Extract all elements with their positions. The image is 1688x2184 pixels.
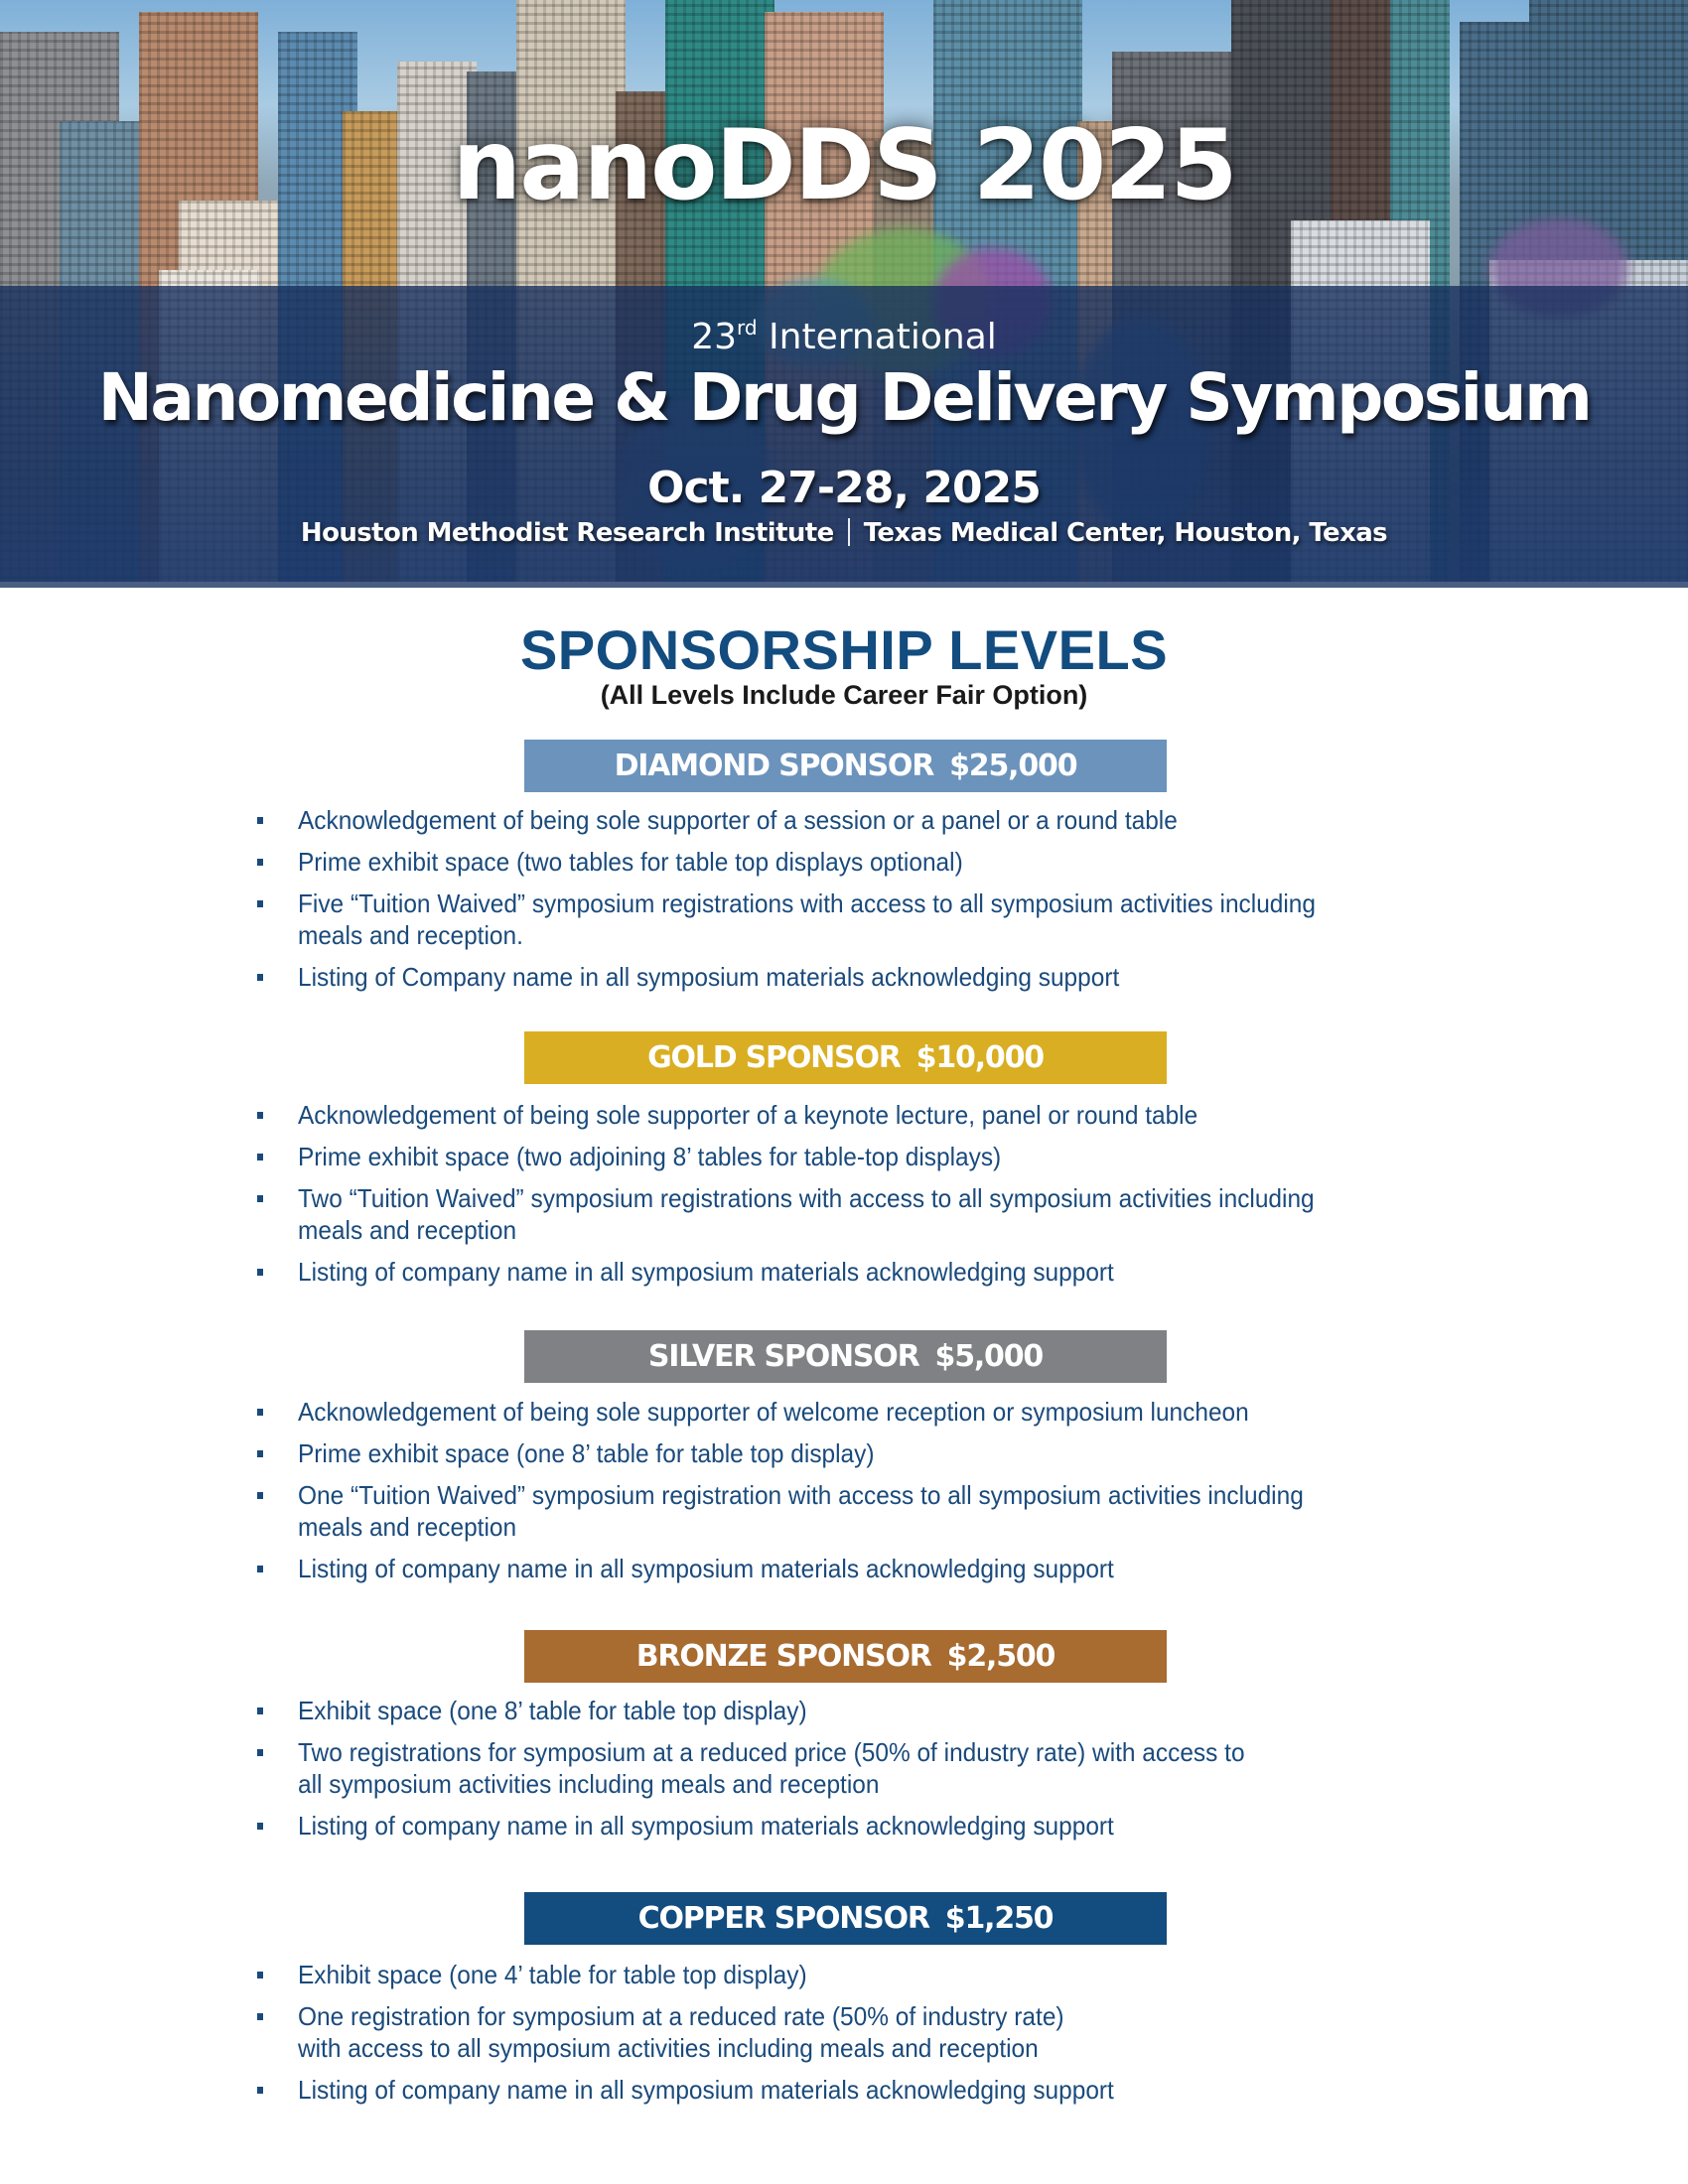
tier-benefits-diamond — [0, 804, 1688, 1003]
header-banner — [0, 0, 1688, 588]
benefit-item — [0, 961, 1688, 993]
benefit-text-line: Prime exhibit space (two tables for table top displays optional) — [297, 847, 963, 877]
benefit-text — [0, 1768, 1688, 1800]
benefit-item — [0, 1959, 1688, 1990]
benefit-text — [0, 1256, 1688, 1288]
benefit-text — [0, 1553, 1688, 1584]
edition-text: International — [769, 317, 997, 357]
benefit-item — [0, 846, 1688, 878]
benefit-text-line: Prime exhibit space (one 8’ table for table top display) — [297, 1438, 875, 1468]
benefit-text — [0, 1479, 1688, 1511]
tier-name: GOLD SPONSOR — [647, 1040, 901, 1075]
tier-name: COPPER SPONSOR — [637, 1901, 929, 1936]
symposium-title: Nanomedicine & Drug Delivery Symposium — [97, 359, 1591, 436]
benefit-text-line: all symposium activities including meals and reception — [297, 1769, 880, 1799]
bullet-icon — [257, 1154, 263, 1160]
benefit-text-line: One “Tuition Waived” symposium registration with access to all symposium activities including — [297, 1480, 1304, 1510]
benefit-item — [0, 1182, 1688, 1246]
benefit-text — [0, 1959, 1688, 1990]
page-subtitle: (All Levels Include Career Fair Option) — [600, 680, 1088, 710]
benefit-text — [0, 1141, 1688, 1172]
benefit-item — [0, 1810, 1688, 1842]
benefit-text — [0, 1396, 1688, 1428]
benefit-item — [0, 1437, 1688, 1469]
benefit-text — [0, 2000, 1688, 2032]
venue-separator — [848, 518, 850, 546]
tier-name: SILVER SPONSOR — [647, 1339, 919, 1374]
benefit-text-line: Listing of Company name in all symposium materials acknowledging support — [297, 962, 1120, 992]
benefit-text — [0, 1437, 1688, 1469]
bullet-icon — [257, 974, 263, 981]
benefit-text-line: Listing of company name in all symposium materials acknowledging support — [297, 1257, 1114, 1287]
tier-bar-diamond — [524, 740, 1167, 792]
benefit-text-line: Exhibit space (one 4’ table for table top display) — [297, 1960, 807, 1989]
benefit-text-line: meals and reception — [297, 1215, 517, 1245]
bullet-icon — [257, 1749, 263, 1756]
bullet-icon — [257, 1566, 263, 1572]
benefit-text-line: Two registrations for symposium at a reduced price (50% of industry rate) with access to — [297, 1737, 1245, 1767]
benefit-text-line: Acknowledgement of being sole supporter of a keynote lecture, panel or round table — [297, 1100, 1198, 1130]
benefit-text-line: Prime exhibit space (two adjoining 8’ tables for table-top displays) — [297, 1142, 1002, 1171]
benefit-item — [0, 1141, 1688, 1172]
tier-bar-bronze — [524, 1630, 1167, 1683]
benefit-item — [0, 1695, 1688, 1726]
bullet-icon — [257, 1492, 263, 1499]
tier-bar-gold — [524, 1031, 1167, 1084]
bullet-icon — [257, 1269, 263, 1276]
benefit-text — [0, 961, 1688, 993]
benefit-text — [0, 1182, 1688, 1214]
tier-price: $1,250 — [944, 1901, 1054, 1936]
bullet-icon — [257, 2013, 263, 2020]
benefit-text-line: with access to all symposium activities including meals and reception — [297, 2033, 1039, 2063]
benefit-text-line: One registration for symposium at a reduced rate (50% of industry rate) — [297, 2001, 1064, 2031]
benefit-text-line: Listing of company name in all symposium materials acknowledging support — [297, 1811, 1114, 1841]
bullet-icon — [257, 1972, 263, 1979]
bullet-icon — [257, 1112, 263, 1119]
tier-benefits-copper — [0, 1959, 1688, 2116]
bullet-icon — [257, 859, 263, 866]
benefit-text — [0, 1511, 1688, 1543]
header-divider — [0, 582, 1688, 588]
bullet-icon — [257, 1409, 263, 1416]
benefit-text-line: Five “Tuition Waived” symposium registrations with access to all symposium activities including — [297, 888, 1317, 918]
benefit-item — [0, 804, 1688, 836]
bullet-icon — [257, 1450, 263, 1457]
benefit-text — [0, 1099, 1688, 1131]
bullet-icon — [257, 900, 263, 907]
bullet-icon — [257, 1195, 263, 1202]
benefit-item — [0, 2000, 1688, 2064]
benefit-text — [0, 846, 1688, 878]
tier-name: DIAMOND SPONSOR — [614, 749, 934, 783]
benefit-text — [0, 1810, 1688, 1842]
benefit-item — [0, 2074, 1688, 2106]
benefit-text-line: meals and reception. — [297, 920, 523, 950]
benefit-text-line: meals and reception — [297, 1512, 517, 1542]
benefit-text-line: Listing of company name in all symposium materials acknowledging support — [297, 2075, 1114, 2105]
benefit-text-line: Exhibit space (one 8’ table for table top display) — [297, 1696, 807, 1725]
benefit-text-line: Acknowledgement of being sole supporter of a session or a panel or a round table — [297, 805, 1178, 835]
benefit-item — [0, 1553, 1688, 1584]
benefit-item — [0, 1256, 1688, 1288]
benefit-text-line: Two “Tuition Waived” symposium registrations with access to all symposium activities including — [297, 1183, 1315, 1213]
benefit-item — [0, 1736, 1688, 1800]
benefit-item — [0, 887, 1688, 951]
venue-location: Texas Medical Center, Houston, Texas — [863, 518, 1388, 548]
bullet-icon — [257, 2087, 263, 2094]
tier-benefits-silver — [0, 1396, 1688, 1594]
tier-price: $5,000 — [934, 1339, 1044, 1374]
benefit-item — [0, 1396, 1688, 1428]
tier-price: $2,500 — [946, 1639, 1055, 1674]
benefit-text — [0, 1695, 1688, 1726]
benefit-text — [0, 804, 1688, 836]
benefit-text-line: Listing of company name in all symposium materials acknowledging support — [297, 1554, 1114, 1583]
venue-institute: Houston Methodist Research Institute — [300, 518, 834, 548]
benefit-item — [0, 1099, 1688, 1131]
event-logo: nanoDDS 2025 — [452, 109, 1236, 222]
bullet-icon — [257, 1707, 263, 1714]
benefit-text — [0, 1736, 1688, 1768]
benefit-text — [0, 887, 1688, 919]
event-venue — [0, 518, 1688, 548]
edition-label — [0, 316, 1688, 357]
bullet-icon — [257, 1823, 263, 1830]
tier-bar-copper — [524, 1892, 1167, 1945]
edition-suffix: rd — [737, 316, 758, 340]
tier-bar-silver — [524, 1330, 1167, 1383]
benefit-text — [0, 919, 1688, 951]
edition-number: 23 — [691, 317, 737, 357]
benefit-text — [0, 1214, 1688, 1246]
benefit-text — [0, 2074, 1688, 2106]
tier-price: $10,000 — [915, 1040, 1044, 1075]
page-title: SPONSORSHIP LEVELS — [519, 618, 1169, 681]
benefit-item — [0, 1479, 1688, 1543]
tier-benefits-bronze — [0, 1695, 1688, 1851]
benefit-text-line: Acknowledgement of being sole supporter of welcome reception or symposium luncheon — [297, 1397, 1249, 1427]
tier-benefits-gold — [0, 1099, 1688, 1297]
event-date: Oct. 27-28, 2025 — [647, 463, 1041, 513]
tier-name: BRONZE SPONSOR — [635, 1639, 931, 1674]
benefit-text — [0, 2032, 1688, 2064]
bullet-icon — [257, 817, 263, 824]
tier-price: $25,000 — [949, 749, 1077, 783]
